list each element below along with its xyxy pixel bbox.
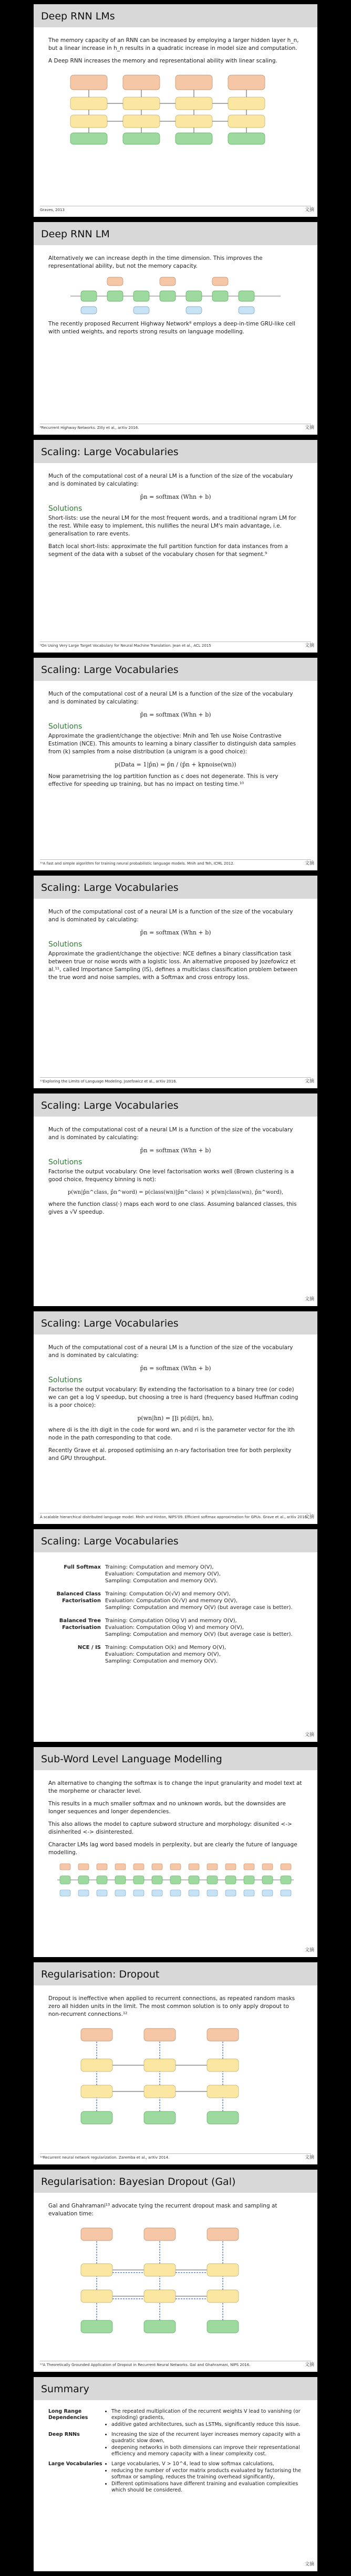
slide-title: Summary [41,2383,89,2395]
char-lm-diagram [55,1862,296,1898]
softmax-equation: p̂n = softmax (Whn + b) [140,1365,211,1372]
paragraph: An alternative to changing the softmax is to change the input granularity and model text at the morpheme or character level. [48,1780,302,1794]
softmax-equation: p̂n = softmax (Whn + b) [140,711,211,718]
watermark: 文摘 [304,207,314,213]
footnote: A scalable hierarchical distributed language model. Mnih and Hinton, NIPS'09. Efficient softmax approximation for GPUs. Grave et al., arXiv 2016 [40,1513,311,1520]
paragraph: This also allows the model to capture subword structure and morphology: disunited <-> disinherited <-> disinterested. [48,1821,292,1835]
deep-rnn-diagram [60,70,291,149]
dropout-diagram [65,2023,286,2128]
paragraph: Character LMs lag word based models in perplexity, but are clearly the future of language modelling. [48,1842,297,1856]
watermark: 文摘 [304,861,314,866]
footnote: ¹¹Exploring the Limits of Language Modeling. Jozefowicz et al., arXiv 2016. [40,1077,311,1084]
complexity-row: NCE / IS Training: Computation O(k) and Memory O(V), Evaluation: Computation and memory O(V), Sampling: Computation and memory O(V). [77,1645,226,1664]
watermark: 文摘 [304,2155,314,2160]
slide-header [34,2377,317,2400]
slide-title: Scaling: Large Vocabularies [41,1536,179,1547]
paragraph: Now parametrising the log partition function as c does not degenerate. This is very effective for speeding up training, but has no impact on testing time.¹⁰ [48,773,278,787]
paragraph: This results in a much smaller softmax and no unknown words, but the downsides are longer sequences and longer dependencies. [48,1801,286,1815]
footnote: ⁸Recurrent Highway Networks. Zilly et al., arXiv 2016. [40,424,311,430]
slide-7 [34,1311,317,1524]
class-factorisation-equation: p(wn|p̂n^class, p̂n^word) = p(class(wn)|p̂n^class) × p(wn|class(wn), p̂n^word), [67,1190,284,1195]
nce-equation: p(Data = 1|p̂n) = p̂n / (p̂n + kpnoise(wn)) [115,761,236,768]
complexity-row: Balanced Tree Factorisation Training: Computation O(log V) and memory O(V), Evaluation: Computation O(log V) and memory O(V), Sampling: Computation and memory O(V) (but average case is better). [59,1618,293,1637]
recurrent-highway-diagram [65,275,286,317]
slide-11 [34,2170,317,2372]
intro: Much of the computational cost of a neural LM is a function of the size of the vocabulary and is dominated by calculating: [48,1127,293,1141]
slide-9 [34,1747,317,1957]
paragraph: Dropout is ineffective when applied to recurrent connections, as repeated random masks zero all hidden units in the limit. The most common solution is to only apply dropout to non-recurrent connections.¹² [48,1995,295,2017]
complexity-row: Balanced Class Factorisation Training: Computation O(√V) and memory O(V), Evaluation: Computation O(√V) and memory O(V), Sampling: Computation and memory O(V) (but average case is better). [56,1591,293,1611]
intro: Much of the computational cost of a neural LM is a function of the size of the vocabulary and is dominated by calculating: [48,1344,293,1359]
slide-title: Scaling: Large Vocabularies [41,1318,179,1329]
paragraph: Alternatively we can increase depth in the time dimension. This improves the representational ability, but not the memory capacity. [48,255,263,269]
paragraph: Approximate the gradient/change the objective: NCE defines a binary classification task between true or noise words with a logistic loss. An alternative proposed by Jozefowicz et al.¹¹, called Importance Sampling (IS), defines a multiclass classification problem between the true word and noise samples, with a Softmax and cross entropy loss. [48,951,298,981]
intro: Much of the computational cost of a neural LM is a function of the size of the vocabulary and is dominated by calculating: [48,691,293,705]
watermark: 文摘 [304,2562,314,2567]
slide-header [34,222,317,245]
slide-body [48,908,303,986]
slide-header [34,876,317,899]
watermark: 文摘 [304,1297,314,1302]
solutions-heading: Solutions [48,1158,82,1166]
summary-row: Deep RNNs • Increasing the size of the recurrent layer increases memory capacity with a quadratic slow down, • deepening networks in both dimensions can improve their representational efficiency and memory capacity with a linear complexity cost. [48,2432,303,2458]
slide-body [48,255,303,341]
summary-row: Long Range Dependencies • The repeated multiplication of the recurrent weights V lead to vanishing (or exploding) gradients, • additive gated architectures, such as LSTMs, significantly reduce this issue. [48,2409,303,2428]
solutions-heading: Solutions [48,940,82,949]
summary-row: Large Vocabularies • Large vocabularies, V > 10^4, lead to slow softmax calculations, • reducing the number of vector matrix products evaluated by factorising the softmax or sampling, reduces the training overhead significantly, • Different optimisations have different training and evaluation complexities which should be considered. [48,2461,303,2494]
slide-header [34,1311,317,1334]
slide-8 [34,1529,317,1742]
slide-body [48,1780,303,1901]
slide-title: Scaling: Large Vocabularies [41,664,179,676]
slide-header [34,658,317,681]
paragraph: where the function class(·) maps each word to one class. Assuming balanced classes, this gives a √V speedup. [48,1201,297,1215]
watermark: 文摘 [304,1732,314,1738]
slide-12 [34,2377,317,2571]
slide-title: Regularisation: Dropout [41,1969,160,1980]
tree-factorisation-equation: p(wn|hn) = ∏i p(di|ri, hn), [137,1415,214,1422]
paragraph: where di is the ith digit in the code for word wn, and ri is the parameter vector for the ith node in the path corresponding to that code. [48,1427,295,1441]
slide-title: Scaling: Large Vocabularies [41,882,179,893]
slide-title: Scaling: Large Vocabularies [41,1100,179,1111]
slide-2 [34,222,317,435]
footnote: ¹⁰A fast and simple algorithm for training neural probabilistic language models. Mnih and Teh, ICML 2012. [40,859,311,866]
footnote: Graves, 2013 [40,206,311,213]
paragraph: Approximate the gradient/change the objective: Mnih and Teh use Noise Contrastive Estimation (NCE). This amounts to learning a binary classifier to distinguish data samples from (k) samples from a noise distribution (a unigram is a good choice): [48,733,296,755]
slide-title: Scaling: Large Vocabularies [41,446,179,458]
slide-6 [34,1094,317,1306]
watermark: 文摘 [304,1948,314,1953]
slide-3 [34,440,317,653]
slide-header [34,440,317,463]
slide-body [48,1126,303,1221]
slide-body [48,1564,303,1665]
footnote: ⁹On Using Very Large Target Vocabulary for Neural Machine Translation. Jean et al., ACL 2015 [40,642,311,648]
slide-5 [34,876,317,1088]
softmax-equation: p̂n = softmax (Whn + b) [140,929,211,936]
slide-title: Regularisation: Bayesian Dropout (Gal) [41,2176,236,2188]
slide-header [34,1747,317,1770]
paragraph: Short-lists: use the neural LM for the most frequent words, and a traditional ngram LM for the rest. While easy to implement, this nullifies the neural LM's main advantage, i.e. generalisation to rare events. [48,515,296,537]
footnote: ¹³A Theoretically Grounded Application of Dropout in Recurrent Neural Networks. Gal and Ghahramani, NIPS 2016. [40,2361,311,2368]
slide-body [48,472,303,563]
bayesian-dropout-diagram [65,2223,286,2338]
softmax-equation: p̂n = softmax (Whn + b) [140,1147,211,1154]
paragraph: Factorise the output vocabulary: By extending the factorisation to a binary tree (or code) we can get a log V speedup, but choosing a tree is hard (frequency based Huffman coding is a poor choice): [48,1386,298,1408]
slide-1 [34,4,317,217]
intro: Much of the computational cost of a neural LM is a function of the size of the vocabulary and is dominated by calculating: [48,909,293,923]
solutions-heading: Solutions [48,504,82,513]
slide-body [48,2202,303,2341]
solutions-heading: Solutions [48,722,82,731]
slide-10 [34,1962,317,2164]
watermark: 文摘 [304,425,314,430]
paragraph: A Deep RNN increases the memory and representational ability with linear scaling. [48,58,277,64]
paragraph: Batch local short-lists: approximate the full partition function for data instances from a segment of the data with a subset of the vocabulary chosen for that segment.⁹ [48,543,288,558]
slide-header [34,1529,317,1552]
slide-header [34,1094,317,1117]
slide-body [48,2409,303,2497]
slide-header [34,2170,317,2193]
slide-body [48,1995,303,2131]
slide-title: Sub-Word Level Language Modelling [41,1753,222,1765]
paragraph: Factorise the output vocabulary: One level factorisation works well (Brown clustering is a good choice, frequency binning is not): [48,1169,294,1183]
paragraph: The memory capacity of an RNN can be increased by employing a larger hidden layer h_n, but a linear increase in h_n results in a quadratic increase in model size and computation. [48,37,299,51]
paragraph: Gal and Ghahramani¹³ advocate tying the recurrent dropout mask and sampling at evaluation time: [48,2203,277,2217]
slide-title: Deep RNN LM [41,228,110,240]
solutions-heading: Solutions [48,1376,82,1384]
paragraph: Recently Grave et al. proposed optimising an n-ary factorisation tree for both perplexity and GPU throughput. [48,1447,292,1462]
footnote: ¹²Recurrent neural network regularization. Zaremba et al., arXiv 2014. [40,2153,311,2160]
watermark: 文摘 [304,1515,314,1520]
slide-body [48,1344,303,1467]
intro: Much of the computational cost of a neural LM is a function of the size of the vocabulary and is dominated by calculating: [48,473,293,487]
watermark: 文摘 [304,643,314,648]
complexity-row: Full Softmax Training: Computation and memory O(V), Evaluation: Computation and memory O(V), Sampling: Computation and memory O(V). [64,1564,221,1584]
paragraph: The recently proposed Recurrent Highway Network⁸ employs a deep-in-time GRU-like cell with untied weights, and reports strong results on language modelling. [48,321,295,335]
slide-title: Deep RNN LMs [41,10,115,22]
slide-body [48,690,303,793]
slide-header [34,1962,317,1985]
softmax-equation: p̂n = softmax (Whn + b) [140,493,211,500]
slide-4 [34,658,317,870]
watermark: 文摘 [304,1079,314,1084]
watermark: 文摘 [304,2362,314,2368]
slide-header [34,4,317,27]
slide-body [48,37,303,152]
